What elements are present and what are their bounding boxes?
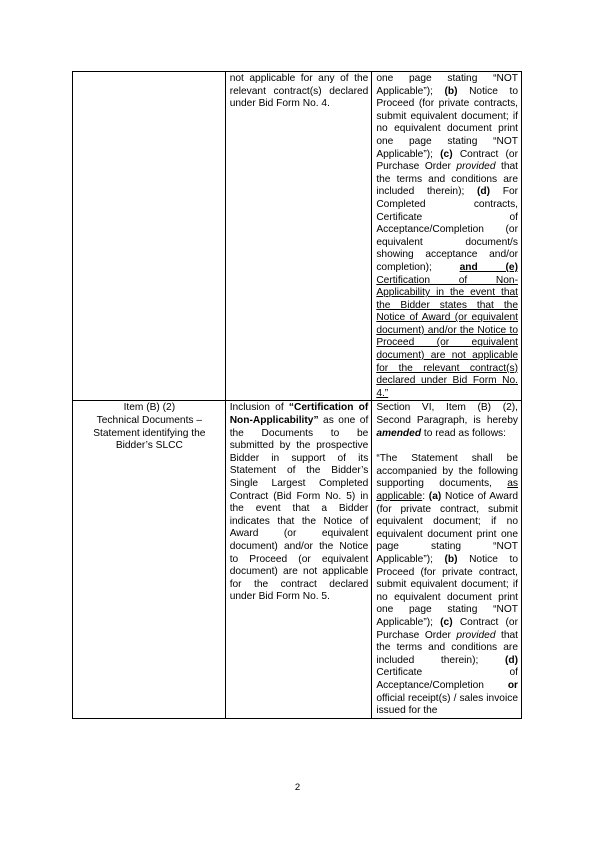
amended-word: amended — [376, 427, 422, 439]
item-label-d: (d) — [477, 186, 491, 198]
item-label-c: (c) — [440, 616, 453, 628]
item-number: Item (B) (2) — [123, 402, 176, 414]
amendment-cell — [372, 401, 522, 718]
description-cell: Inclusion of “Certification of Non-Applicability” as one of the Documents to be submitted by the prospective Bidder in support of its Statement of the Bidder’s Single Largest Completed Contract (Bid Form No. 5) in the event that a Bidder indicates that the Notice of Award (or equivalent document) and/or the Notice to Proceed (or equivalent document) are not applicable for the contract declared under Bid Form No. 5. — [225, 401, 372, 718]
page-number: 2 — [294, 782, 301, 793]
added-text-underlined: Certification of Non-Applicability in the event that the Bidder states that the Notice of Award (or equivalent document) and/or the Notice to Proceed (or equivalent document) are not applicable for the relevant contract(s) declared under Bid Form No. 4.” — [376, 274, 518, 399]
item-label-b: (b) — [444, 85, 458, 97]
provided-italic: provided — [456, 161, 496, 173]
amendment-cell: one page stating “NOT Applicable”); (b) Notice to Proceed (for private contracts, submit equivalent document; if no equivalent document print one page stating “NOT Applicable”); (c) Contract (or Purchase Order provided that the terms and conditions are included therein); (d) For Completed contracts, Certificate of Acceptance/Completion (or equivalent document/s showing acceptance and/or completion); and (e) Certification of Non-Applicability in the event that the Bidder states that the Notice of Award (or equivalent document) and/or the Notice to Proceed (or equivalent document) are not applicable for the relevant contract(s) declared under Bid Form No. 4.” — [372, 72, 522, 401]
item-cell — [73, 72, 226, 401]
item-label-d: (d) — [504, 654, 518, 666]
item-label-b: (b) — [444, 553, 458, 565]
or-bold: or — [507, 679, 518, 691]
amendment-table — [72, 71, 522, 719]
certification-bold: “Certification of Non-Applicability” — [229, 402, 369, 427]
amendment-body: “The Statement shall be accompanied by the following supporting documents, as applicable: (a) Notice of Award (for private contract, submit equivalent document; if no equivalent document print one page stating “NOT Applicable”); (b) Notice to Proceed (for private contract, submit equivalent document; if no equivalent document print one page stating “NOT Applicable”); (c) Contract (or Purchase Order provided that the terms and conditions are included therein); (d) Certificate of Acceptance/Completion or official receipt(s) / sales invoice issued for the — [376, 453, 518, 717]
amendment-intro: Section VI, Item (B) (2), Second Paragraph, is hereby amended to read as follows: — [376, 402, 518, 439]
and-e-label: and (e) — [459, 261, 518, 273]
description-text: not applicable for any of the relevant contract(s) declared under Bid Form No. 4. — [229, 73, 369, 110]
table-row — [73, 401, 522, 718]
item-title: Technical Documents – Statement identifying the Bidder’s SLCC — [93, 415, 206, 452]
provided-italic: provided — [456, 629, 496, 641]
item-label-c: (c) — [440, 148, 453, 160]
table-row — [73, 72, 522, 401]
description-cell — [225, 72, 372, 401]
item-label-a: (a) — [428, 491, 442, 502]
as-applicable-underlined: as applicable — [376, 478, 518, 502]
item-cell — [73, 401, 226, 718]
